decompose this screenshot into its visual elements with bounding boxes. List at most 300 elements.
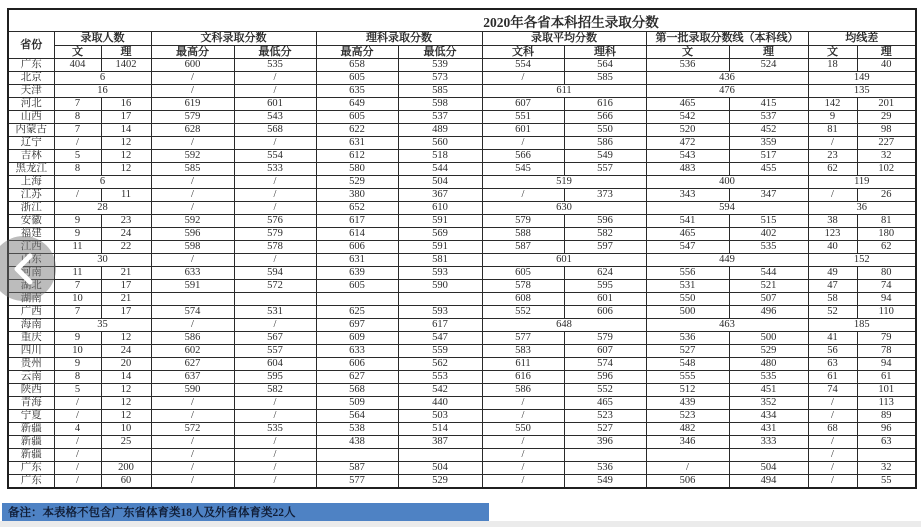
note-bar: [2, 503, 489, 521]
value-cell: 89: [857, 410, 916, 423]
value-cell: /: [151, 410, 234, 423]
value-cell: 504: [729, 462, 808, 475]
value-cell: 605: [482, 267, 564, 280]
value-cell: [316, 449, 398, 462]
value-cell: 438: [316, 436, 398, 449]
value-cell: 609: [316, 332, 398, 345]
value-cell: 431: [729, 423, 808, 436]
province-cell: 山西: [8, 111, 54, 124]
value-cell: 544: [398, 163, 482, 176]
value-cell: 586: [564, 137, 646, 150]
value-cell: 649: [316, 98, 398, 111]
value-cell: 572: [234, 280, 316, 293]
value-cell: 119: [808, 176, 916, 189]
value-cell: 483: [646, 163, 729, 176]
value-cell: 40: [857, 59, 916, 72]
header-sub-2-1: 最低分: [398, 46, 482, 59]
value-cell: 616: [564, 98, 646, 111]
value-cell: 465: [646, 228, 729, 241]
table-row: [8, 462, 916, 475]
value-cell: 439: [646, 397, 729, 410]
value-cell: 577: [482, 332, 564, 345]
value-cell: 18: [808, 59, 857, 72]
province-cell: 新疆: [8, 423, 54, 436]
value-cell: 80: [857, 267, 916, 280]
value-cell: 81: [808, 124, 857, 137]
value-cell: 578: [482, 280, 564, 293]
header-sub-0-1: 理: [101, 46, 151, 59]
value-cell: 449: [646, 254, 808, 267]
value-cell: 586: [482, 384, 564, 397]
value-cell: 347: [729, 189, 808, 202]
value-cell: 201: [857, 98, 916, 111]
value-cell: 49: [808, 267, 857, 280]
value-cell: /: [151, 189, 234, 202]
value-cell: 47: [808, 280, 857, 293]
value-cell: /: [151, 254, 234, 267]
value-cell: 440: [398, 397, 482, 410]
value-cell: 16: [54, 85, 151, 98]
value-cell: 149: [808, 72, 916, 85]
value-cell: 652: [316, 202, 398, 215]
value-cell: 81: [857, 215, 916, 228]
value-cell: 631: [316, 137, 398, 150]
value-cell: 61: [857, 371, 916, 384]
header-sub-4-0: 文: [646, 46, 729, 59]
value-cell: 585: [564, 72, 646, 85]
table-row: [8, 410, 916, 423]
value-cell: 17: [101, 280, 151, 293]
value-cell: 590: [398, 280, 482, 293]
value-cell: 555: [646, 371, 729, 384]
table-row: [8, 163, 916, 176]
value-cell: 567: [234, 332, 316, 345]
page-title: 2020年各省本科招生录取分数: [8, 9, 916, 32]
value-cell: /: [151, 137, 234, 150]
table-row: [8, 475, 916, 489]
value-cell: 62: [808, 163, 857, 176]
value-cell: 597: [564, 241, 646, 254]
province-cell: 青海: [8, 397, 54, 410]
header-sub-2-0: 最高分: [316, 46, 398, 59]
value-cell: /: [482, 449, 564, 462]
value-cell: 7: [54, 306, 101, 319]
province-cell: 陕西: [8, 384, 54, 397]
value-cell: /: [151, 475, 234, 489]
value-cell: 535: [729, 241, 808, 254]
value-cell: 30: [54, 254, 151, 267]
value-cell: 9: [54, 228, 101, 241]
value-cell: 533: [234, 163, 316, 176]
province-cell: 山东: [8, 254, 54, 267]
value-cell: 8: [54, 111, 101, 124]
table-row: [8, 228, 916, 241]
value-cell: 585: [151, 163, 234, 176]
header-group-4: 第一批录取分数线（本科线）: [646, 32, 808, 46]
value-cell: 593: [398, 306, 482, 319]
bottom-strip: [0, 521, 921, 527]
value-cell: 606: [564, 306, 646, 319]
value-cell: 23: [101, 215, 151, 228]
value-cell: 63: [808, 358, 857, 371]
value-cell: 519: [482, 176, 646, 189]
value-cell: 612: [316, 150, 398, 163]
value-cell: 113: [857, 397, 916, 410]
value-cell: [857, 449, 916, 462]
value-cell: 568: [316, 384, 398, 397]
value-cell: 557: [564, 163, 646, 176]
value-cell: 562: [398, 358, 482, 371]
province-cell: 福建: [8, 228, 54, 241]
value-cell: 610: [398, 202, 482, 215]
value-cell: 74: [857, 280, 916, 293]
value-cell: 566: [482, 150, 564, 163]
value-cell: 596: [151, 228, 234, 241]
value-cell: 142: [808, 98, 857, 111]
value-cell: 404: [54, 59, 101, 72]
province-cell: 河北: [8, 98, 54, 111]
value-cell: 557: [234, 345, 316, 358]
value-cell: 578: [234, 241, 316, 254]
value-cell: 607: [482, 98, 564, 111]
value-cell: 12: [101, 384, 151, 397]
header-sub-row: [8, 46, 916, 59]
table-row: [8, 241, 916, 254]
header-sub-5-0: 文: [808, 46, 857, 59]
table-row: [8, 98, 916, 111]
value-cell: 496: [729, 306, 808, 319]
value-cell: 21: [101, 267, 151, 280]
header-group-0: 录取人数: [54, 32, 151, 46]
value-cell: 538: [316, 423, 398, 436]
header-sub-1-1: 最低分: [234, 46, 316, 59]
value-cell: 489: [398, 124, 482, 137]
table-row: [8, 358, 916, 371]
value-cell: 542: [646, 111, 729, 124]
value-cell: 576: [234, 215, 316, 228]
value-cell: 62: [857, 241, 916, 254]
value-cell: 476: [646, 85, 808, 98]
value-cell: 94: [857, 358, 916, 371]
value-cell: 586: [151, 332, 234, 345]
value-cell: 373: [564, 189, 646, 202]
value-cell: 12: [101, 137, 151, 150]
value-cell: 7: [54, 280, 101, 293]
value-cell: 605: [316, 111, 398, 124]
value-cell: 614: [316, 228, 398, 241]
value-cell: 547: [398, 332, 482, 345]
value-cell: 452: [729, 124, 808, 137]
value-cell: 535: [234, 423, 316, 436]
value-cell: 504: [398, 462, 482, 475]
value-cell: 180: [857, 228, 916, 241]
value-cell: 32: [857, 462, 916, 475]
value-cell: 588: [482, 228, 564, 241]
value-cell: 574: [564, 358, 646, 371]
province-cell: 安徽: [8, 215, 54, 228]
value-cell: 7: [54, 124, 101, 137]
value-cell: [398, 449, 482, 462]
value-cell: 543: [646, 150, 729, 163]
value-cell: 537: [398, 111, 482, 124]
value-cell: /: [151, 319, 234, 332]
value-cell: 517: [729, 150, 808, 163]
value-cell: 60: [101, 475, 151, 489]
province-cell: 吉林: [8, 150, 54, 163]
value-cell: 465: [646, 98, 729, 111]
value-cell: 617: [316, 215, 398, 228]
value-cell: 500: [646, 306, 729, 319]
header-group-1: 文科录取分数: [151, 32, 316, 46]
value-cell: 110: [857, 306, 916, 319]
value-cell: 12: [101, 332, 151, 345]
value-cell: 658: [316, 59, 398, 72]
value-cell: 606: [316, 241, 398, 254]
value-cell: 387: [398, 436, 482, 449]
value-cell: 596: [564, 215, 646, 228]
value-cell: 582: [234, 384, 316, 397]
province-cell: 广东: [8, 475, 54, 489]
table-row: [8, 85, 916, 98]
value-cell: 579: [482, 215, 564, 228]
value-cell: 550: [564, 124, 646, 137]
value-cell: 524: [729, 59, 808, 72]
header-sub-1-0: 最高分: [151, 46, 234, 59]
value-cell: /: [234, 319, 316, 332]
value-cell: 24: [101, 345, 151, 358]
value-cell: 550: [482, 423, 564, 436]
value-cell: 551: [482, 111, 564, 124]
value-cell: 527: [564, 423, 646, 436]
value-cell: 434: [729, 410, 808, 423]
value-cell: 625: [316, 306, 398, 319]
value-cell: 101: [857, 384, 916, 397]
value-cell: 6: [54, 176, 151, 189]
table-row: [8, 397, 916, 410]
value-cell: 531: [234, 306, 316, 319]
value-cell: 529: [398, 475, 482, 489]
table-row: [8, 436, 916, 449]
value-cell: /: [808, 475, 857, 489]
value-cell: 482: [646, 423, 729, 436]
value-cell: 40: [808, 241, 857, 254]
value-cell: 523: [564, 410, 646, 423]
value-cell: 541: [646, 215, 729, 228]
value-cell: 593: [398, 267, 482, 280]
value-cell: 41: [808, 332, 857, 345]
value-cell: 594: [646, 202, 808, 215]
value-cell: 28: [54, 202, 151, 215]
value-cell: 494: [729, 475, 808, 489]
value-cell: 24: [101, 228, 151, 241]
value-cell: /: [482, 410, 564, 423]
table-row: [8, 111, 916, 124]
table-row: [8, 124, 916, 137]
value-cell: 514: [398, 423, 482, 436]
value-cell: 536: [646, 332, 729, 345]
value-cell: /: [482, 436, 564, 449]
value-cell: 591: [398, 215, 482, 228]
value-cell: 554: [482, 59, 564, 72]
value-cell: 601: [482, 254, 646, 267]
table-row: [8, 371, 916, 384]
value-cell: 535: [234, 59, 316, 72]
province-cell: 海南: [8, 319, 54, 332]
value-cell: /: [54, 475, 101, 489]
value-cell: 619: [151, 98, 234, 111]
value-cell: 579: [151, 111, 234, 124]
value-cell: /: [151, 176, 234, 189]
value-cell: /: [151, 449, 234, 462]
value-cell: 58: [808, 293, 857, 306]
value-cell: 9: [54, 215, 101, 228]
province-cell: 内蒙古: [8, 124, 54, 137]
value-cell: 531: [646, 280, 729, 293]
value-cell: 611: [482, 358, 564, 371]
value-cell: 543: [234, 111, 316, 124]
value-cell: 465: [564, 397, 646, 410]
value-cell: 98: [857, 124, 916, 137]
value-cell: 21: [101, 293, 151, 306]
value-cell: /: [234, 254, 316, 267]
header-sub-3-0: 文科: [482, 46, 564, 59]
table-row: [8, 293, 916, 306]
province-cell: 重庆: [8, 332, 54, 345]
value-cell: 537: [729, 111, 808, 124]
value-cell: 509: [316, 397, 398, 410]
value-cell: 38: [808, 215, 857, 228]
value-cell: 9: [54, 332, 101, 345]
value-cell: 624: [564, 267, 646, 280]
value-cell: 500: [729, 332, 808, 345]
value-cell: 627: [151, 358, 234, 371]
province-cell: 上海: [8, 176, 54, 189]
value-cell: 29: [857, 111, 916, 124]
value-cell: /: [234, 202, 316, 215]
value-cell: 451: [729, 384, 808, 397]
value-cell: 622: [316, 124, 398, 137]
value-cell: 602: [151, 345, 234, 358]
province-cell: 广东: [8, 59, 54, 72]
value-cell: 22: [101, 241, 151, 254]
value-cell: 333: [729, 436, 808, 449]
value-cell: /: [151, 72, 234, 85]
value-cell: [101, 449, 151, 462]
value-cell: 343: [646, 189, 729, 202]
value-cell: /: [646, 462, 729, 475]
table-row: [8, 137, 916, 150]
table-row: [8, 150, 916, 163]
value-cell: 591: [398, 241, 482, 254]
value-cell: 506: [646, 475, 729, 489]
value-cell: /: [151, 202, 234, 215]
value-cell: 596: [564, 371, 646, 384]
value-cell: 616: [482, 371, 564, 384]
value-cell: 544: [729, 267, 808, 280]
value-cell: 604: [234, 358, 316, 371]
value-cell: [729, 449, 808, 462]
value-cell: /: [234, 176, 316, 189]
value-cell: 14: [101, 124, 151, 137]
header-sub-4-1: 理: [729, 46, 808, 59]
value-cell: 545: [482, 163, 564, 176]
value-cell: 63: [857, 436, 916, 449]
value-cell: 598: [398, 98, 482, 111]
header-sub-3-1: 理科: [564, 46, 646, 59]
value-cell: 10: [54, 293, 101, 306]
value-cell: 637: [151, 371, 234, 384]
table-row: [8, 345, 916, 358]
value-cell: /: [151, 85, 234, 98]
value-cell: [316, 293, 398, 306]
table-row: [8, 176, 916, 189]
value-cell: [564, 449, 646, 462]
value-cell: 573: [398, 72, 482, 85]
value-cell: 52: [808, 306, 857, 319]
header-group-2: 理科录取分数: [316, 32, 482, 46]
value-cell: 359: [729, 137, 808, 150]
value-cell: 536: [646, 59, 729, 72]
value-cell: 512: [646, 384, 729, 397]
value-cell: 20: [101, 358, 151, 371]
value-cell: 591: [151, 280, 234, 293]
table-row: [8, 384, 916, 397]
value-cell: /: [234, 462, 316, 475]
value-cell: 598: [151, 241, 234, 254]
table-row: [8, 215, 916, 228]
value-cell: /: [54, 397, 101, 410]
value-cell: 32: [857, 150, 916, 163]
value-cell: 581: [398, 254, 482, 267]
value-cell: 463: [646, 319, 808, 332]
value-cell: 542: [398, 384, 482, 397]
value-cell: /: [234, 436, 316, 449]
value-cell: 617: [398, 319, 482, 332]
value-cell: 587: [482, 241, 564, 254]
value-cell: 569: [398, 228, 482, 241]
value-cell: 12: [101, 163, 151, 176]
value-cell: [234, 293, 316, 306]
value-cell: 26: [857, 189, 916, 202]
value-cell: 559: [398, 345, 482, 358]
value-cell: /: [54, 449, 101, 462]
value-cell: 61: [808, 371, 857, 384]
value-cell: 380: [316, 189, 398, 202]
value-cell: 17: [101, 306, 151, 319]
value-cell: 600: [151, 59, 234, 72]
value-cell: 346: [646, 436, 729, 449]
value-cell: 633: [151, 267, 234, 280]
value-cell: 9: [54, 358, 101, 371]
value-cell: 549: [564, 475, 646, 489]
value-cell: /: [54, 137, 101, 150]
value-cell: 17: [101, 111, 151, 124]
value-cell: 553: [398, 371, 482, 384]
value-cell: 601: [482, 124, 564, 137]
value-cell: 556: [646, 267, 729, 280]
value-cell: 630: [482, 202, 646, 215]
value-cell: 547: [646, 241, 729, 254]
value-cell: /: [234, 449, 316, 462]
value-cell: 96: [857, 423, 916, 436]
value-cell: 606: [316, 358, 398, 371]
value-cell: 227: [857, 137, 916, 150]
value-cell: /: [151, 462, 234, 475]
table-row: [8, 202, 916, 215]
value-cell: 548: [646, 358, 729, 371]
value-cell: 503: [398, 410, 482, 423]
province-cell: 天津: [8, 85, 54, 98]
